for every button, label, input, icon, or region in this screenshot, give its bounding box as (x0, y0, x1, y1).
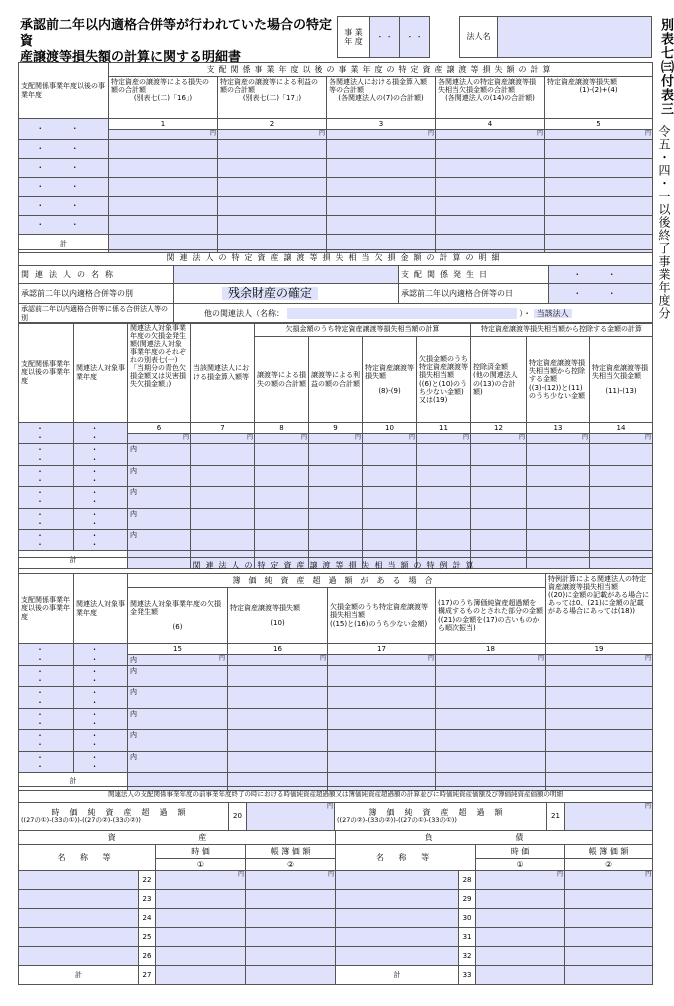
form-title-line1: 承認前二年以内適格合併等が行われていた場合の特定資 (20, 18, 333, 49)
s4-f20[interactable]: 円 (247, 803, 335, 831)
era-note: 令五・四・一以後終了事業年度分 (657, 125, 671, 320)
s2-other-name-field[interactable] (287, 308, 517, 319)
s1-year-field[interactable]: ・ ・ (19, 140, 109, 159)
s4-l21: 簿価純資産超過額 (368, 808, 513, 818)
section4-top: 関連法人の支配関係事業年度の前事業年度終了の時における時価純資産超過額又は簿価純資産超過額の計算並びに時価純資産価額及び簿価純資産価額の明細 時価純資産超過額 ((27の①)-(33の①))-((27の②)-(33の②)) 20 円 簿価純資産超過額 ((27の②)-(33の②))-((27の①)-(33の①)) 21 円 (18, 786, 653, 831)
s2-date-field[interactable]: ・ ・ (549, 266, 653, 284)
s4-name-right: 名 称 等 (336, 845, 476, 871)
s4-f21[interactable]: 円 (565, 803, 653, 831)
form-title-line2: 産譲渡等損失額の計算に関する明細書 (20, 50, 242, 65)
s1-c5: 特定資産譲渡等損失額 (1)-(2)+(4) (545, 77, 653, 119)
s4-n21: 21 (547, 803, 565, 831)
s3-rowhdr1: 支配関係事業年度以後の事業年度 (19, 574, 74, 644)
s2-name-field[interactable] (174, 266, 399, 284)
s2-total-label: 計 (19, 551, 128, 569)
s2-rowhdr2: 関連法人対象事業年度 (74, 323, 128, 423)
s3-c19: 特例計算による関連法人の特定資産譲渡等損失相当額 ((20)に金額の記載がある場合にあっては0、(21)に金額の記載がある場合にあっては(18)) (546, 574, 653, 644)
s1-year-field[interactable]: ・ ・ (19, 159, 109, 178)
s3-total-label: 計 (19, 772, 128, 790)
s4-name-left: 名 称 等 (19, 845, 156, 871)
s3-c17: 欠損金額のうち特定資産譲渡等損失相当額 ((15)と(16)のうち少ない金額) (328, 588, 436, 644)
section1-table: 支配関係事業年度以後の事業年度 支配関係事業年度以後の事業年度の特定資産譲渡等損失額の計算 特定資産の譲渡等による損失の額の合計額 (別表七(二)「16」) 特定資産の譲渡等による利益の額の合計額 (別表七(二)「17」) 各関連法人における損金算入額等の合計額 (各関連法人の(7)の合計額) 各関連法人の特定資産譲渡等損失相当欠損金額の合計額 (各関連法人の(14)の合計額) 特定資産譲渡等損失額 (1)-(2)+(4) ・ ・ 1 2 3 4 5 円 円 円 円 円 ・ ・ ・ ・ ・ ・ ・ ・ ・ ・ 計 (18, 62, 653, 253)
s2-type-label: 承認前二年以内適格合併等の別 (19, 284, 174, 304)
s2-c14: 特定資産譲渡等損失相当欠損金額 (11)-(13) (590, 337, 653, 423)
s2-type-value[interactable]: 残余財産の確定 (222, 287, 318, 301)
s2-c6: 関連法人対象事業年度の欠損金発生額(関連法人対象事業年度のそれぞれの別表七(一)「当期分の青色欠損金額又は災害損失欠損金額」) (128, 323, 191, 423)
s4-l20: 時価純資産超過額 (51, 808, 196, 818)
form-id: 別表七㈢付表三 (658, 18, 673, 116)
s2-date-label: 支配関係発生日 (399, 266, 549, 284)
s2-type-date-label: 承認前二年以内適格合併等の日 (399, 284, 549, 304)
s2-other-label: 承認前二年以内適格合併等に係る合併法人等の別 (19, 304, 174, 324)
s3-rowhdr2: 関連法人対象事業年度 (74, 574, 128, 644)
s2-grp: 欠損金額のうち特定資産譲渡等損失相当額の計算 (255, 323, 471, 337)
s2-c8: 譲渡等による損失の額の合計額 (255, 337, 309, 423)
s3-band: 関連法人の特定資産譲渡等損失相当額の特例計算 (19, 558, 653, 574)
s4-liab: 負 債 (336, 831, 653, 845)
s2-c10: 特定資産譲渡等損失額 (8)-(9) (363, 337, 417, 423)
s1-year-field[interactable]: ・ ・ (19, 216, 109, 235)
s1-year-field[interactable]: ・ ・ (19, 197, 109, 216)
s3-sub: 簿価純資産超過額がある場合 (128, 574, 546, 588)
s2-c7: 当該関連法人における損金算入額等 (191, 323, 255, 423)
s2-other-value: 他の関連法人（名称： (204, 309, 284, 318)
section2-info: 関連法人の特定資産譲渡等損失相当欠損金額の計算の明細 関連法人の名称 支配関係発生日 ・ ・ 承認前二年以内適格合併等の別 残余財産の確定 承認前二年以内適格合併等の日 ・ ・ 承認前二年以内適格合併等に係る合併法人等の別 他の関連法人（名称： ）・ 当該法人 (18, 249, 653, 324)
s1-yen[interactable]: 円 (436, 130, 545, 140)
s1-yen[interactable]: 円 (218, 130, 327, 140)
s2-band: 関連法人の特定資産譲渡等損失相当欠損金額の計算の明細 (19, 250, 653, 266)
s1-band: 支配関係事業年度以後の事業年度の特定資産譲渡等損失額の計算 (109, 63, 653, 77)
s4-total-left: 計 (19, 966, 139, 985)
s2-target-year-field[interactable]: ・ ・ (74, 423, 128, 444)
corp-name-label: 法人名 (460, 17, 498, 58)
fiscal-year-label: 事 業 年 度 (338, 17, 370, 58)
s1-c1: 特定資産の譲渡等による損失の額の合計額 (別表七(二)「16」) (109, 77, 218, 119)
s1-total-label: 計 (19, 235, 109, 253)
s1-c3: 各関連法人における損金算入額等の合計額 (各関連法人の(7)の合計額) (327, 77, 436, 119)
section4-bs: 資 産 負 債 名 称 等 時 価 帳 簿 価 額 名 称 等 時 価 帳 簿 価 額 ① ② ① ② 22 円 円 28 円 円 23 29 24 30 25 31 26 32 計 27 計 33 (18, 830, 653, 985)
s2-c11: 欠損金額のうち特定資産譲渡等損失相当額 ((6)と(10)のうち少ない金額)又は(19) (417, 337, 471, 423)
s2-c13: 特定資産譲渡等損失相当額から控除する金額 ((3)-(12))と(11)のうち少ない金額 (527, 337, 590, 423)
s4-asset: 資 産 (19, 831, 336, 845)
s4-total-right: 計 (336, 966, 459, 985)
s4-n20: 20 (229, 803, 247, 831)
s2-year-field[interactable]: ・ ・ (19, 423, 74, 444)
s2-c9: 譲渡等による利益の額の合計額 (309, 337, 363, 423)
s2-grp2: 特定資産譲渡等損失相当額から控除する金額の計算 (471, 323, 653, 337)
s2-c12: 控除済金額 (他の関連法人の(13)の合計額) (471, 337, 527, 423)
s2-type-date-field[interactable]: ・ ・ (549, 284, 653, 304)
s2-rowhdr1: 支配関係事業年度以後の事業年度 (19, 323, 74, 423)
s3-c16: 特定資産譲渡等損失額 (10) (228, 588, 328, 644)
s4-band: 関連法人の支配関係事業年度の前事業年度終了の時における時価純資産超過額又は簿価純資産超過額の計算並びに時価純資産価額及び簿価純資産価額の明細 (19, 787, 653, 803)
header-box (337, 16, 652, 58)
s1-yen[interactable]: 円 (109, 130, 218, 140)
s1-year-field[interactable]: ・ ・ (19, 178, 109, 197)
s3-c15: 関連法人対象事業年度の欠損金発生額 (6) (128, 588, 228, 644)
s2-self-value[interactable]: 当該法人 (534, 309, 572, 318)
fiscal-year-start-field[interactable]: ・ ・ (370, 17, 400, 58)
s2-name-label: 関連法人の名称 (19, 266, 174, 284)
s1-c4: 各関連法人の特定資産譲渡等損失相当欠損金額の合計額 (各関連法人の(14)の合計額) (436, 77, 545, 119)
s1-rowhdr: 支配関係事業年度以後の事業年度 (19, 63, 109, 119)
section2-table: 支配関係事業年度以後の事業年度 関連法人対象事業年度 関連法人対象事業年度の欠損金発生額(関連法人対象事業年度のそれぞれの別表七(一)「当期分の青色欠損金額又は災害損失欠損金額」) 当該関連法人における損金算入額等 欠損金額のうち特定資産譲渡等損失相当額の計算 特定資産譲渡等損失相当額から控除する金額の計算 譲渡等による損失の額の合計額 譲渡等による利益の額の合計額 特定資産譲渡等損失額 (8)-(9) 欠損金額のうち特定資産譲渡等損失相当額 ((6)と(10)のうち少ない金額)又は(19) 控除済金額 (他の関連法人の(13)の合計額) 特定資産譲渡等損失相当額から控除する金額 ((3)-(12))と(11)のうち少ない金額 特定資産譲渡等損失相当欠損金額 (11)-(13) ・ ・ ・ ・ 6 7 8 9 10 11 12 13 14 円 円 円 円 円 円 円 円 円 ・ ・ ・ ・ 内 ・ ・ ・ ・ 内 ・ ・ ・ ・ 内 ・ ・ ・ ・ 内 ・ ・ ・ ・ 内 計 (18, 322, 653, 569)
section3-table: 関連法人の特定資産譲渡等損失相当額の特例計算 支配関係事業年度以後の事業年度 関連法人対象事業年度 簿価純資産超過額がある場合 特例計算による関連法人の特定資産譲渡等損失相当額 ((20)に金額の記載がある場合にあっては0、(21)に金額の記載がある場合にあっては(18)) 関連法人対象事業年度の欠損金発生額 (6) 特定資産譲渡等損失額 (10) 欠損金額のうち特定資産譲渡等損失相当額 ((15)と(16)のうち少ない金額) (17)のうち簿価純資産超過額を構成するものとされた部分の金額 ((21)の金額を(17)の古いものから順次振当) ・ ・ ・ ・ 15 16 17 18 19 内 円 円 円 円 円 ・ ・ ・ ・ 内 ・ ・ ・ ・ 内 ・ ・ ・ ・ 内 ・ ・ ・ ・ 内 ・ ・ ・ ・ 内 計 (18, 557, 653, 791)
s1-year-field[interactable]: ・ ・ (19, 119, 109, 140)
s1-yen[interactable]: 円 (545, 130, 653, 140)
s1-c2: 特定資産の譲渡等による利益の額の合計額 (別表七(二)「17」) (218, 77, 327, 119)
corp-name-field[interactable] (498, 17, 652, 58)
fiscal-year-end-field[interactable]: ・ ・ (400, 17, 430, 58)
s3-c18: (17)のうち簿価純資産超過額を構成するものとされた部分の金額 ((21)の金額を(17)の古いものから順次振当) (436, 588, 546, 644)
form-title (20, 18, 340, 66)
s1-yen[interactable]: 円 (327, 130, 436, 140)
